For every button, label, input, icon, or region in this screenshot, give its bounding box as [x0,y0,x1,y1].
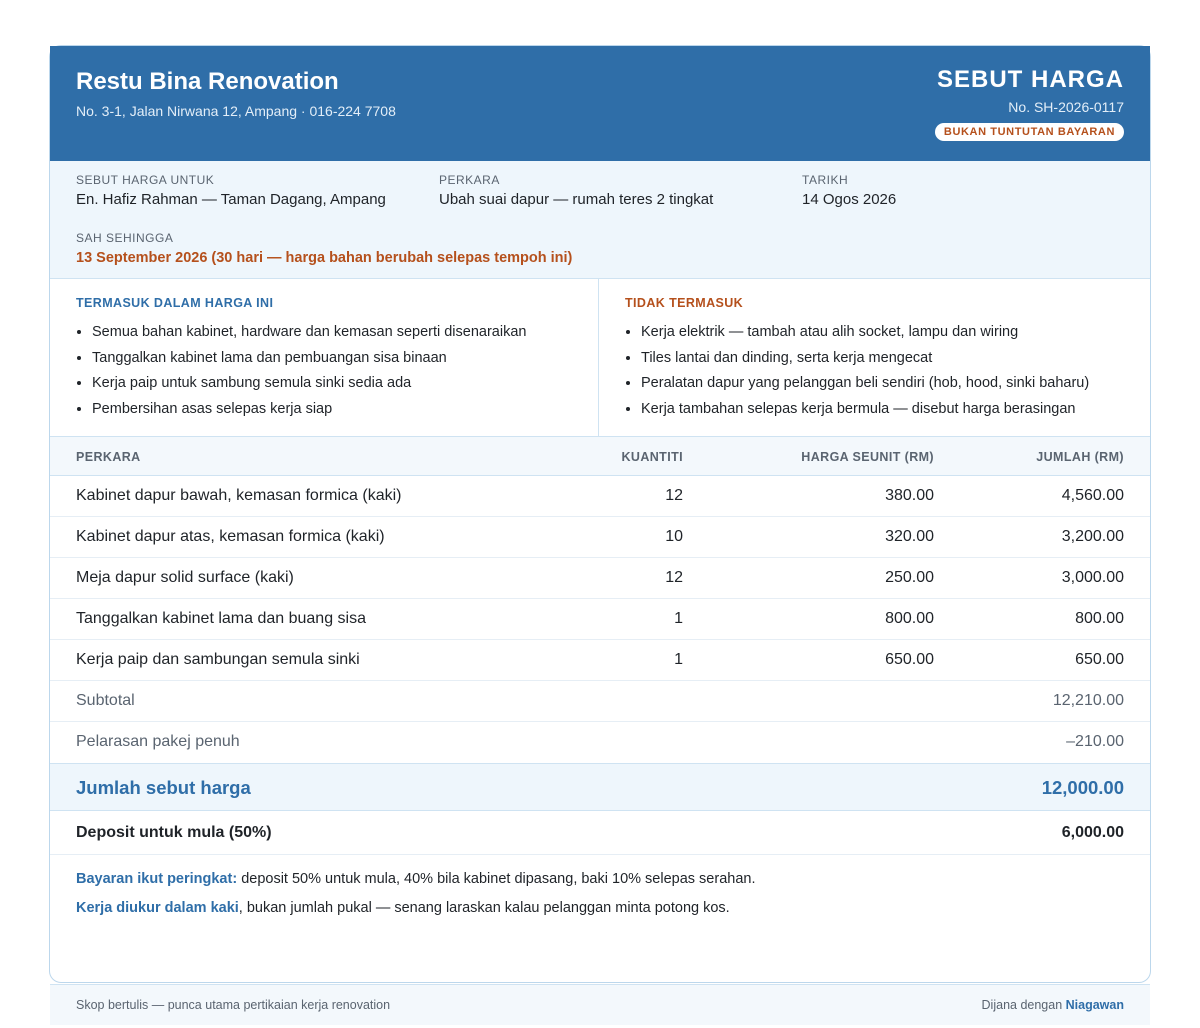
document-header [50,46,1150,161]
client-value: En. Hafiz Rahman — Taman Dagang, Ampang [76,191,386,208]
table-row [50,640,1150,681]
company-name: Restu Bina Renovation [76,68,339,95]
subject-label: PERKARA [439,173,500,187]
excluded-title: TIDAK TERMASUK [625,296,744,310]
list-item: • Semua bahan kabinet, hardware dan kemasan seperti disenaraikan [92,320,526,346]
list-item: • Peralatan dapur yang pelanggan beli sendiri (hob, hood, sinki baharu) [641,371,1089,397]
discount-row [50,722,1150,763]
date-label: TARIKH [802,173,849,187]
valid-until-label: SAH SEHINGGA [76,231,174,245]
header-amount: JUMLAH (RM) [1036,450,1124,464]
footer-credit-prefix: Dijana dengan [981,998,1066,1012]
list-item: • Tiles lantai dan dinding, serta kerja mengecat [641,346,1089,372]
payment-notes [50,855,1150,985]
note-text: deposit 50% untuk mula, 40% bila kabinet dipasang, baki 10% selepas serahan. [237,871,756,887]
list-item: • Kerja elektrik — tambah atau alih socket, lampu dan wiring [641,320,1089,346]
excluded-list [641,320,1089,423]
table-header [50,437,1150,476]
row-item: Kabinet dapur atas, kemasan formica (kaki) [76,528,385,545]
row-amount: 3,000.00 [1061,569,1124,586]
row-amount: 4,560.00 [1061,487,1124,504]
row-item: Kerja paip dan sambungan semula sinki [76,651,360,668]
subtotal-label: Subtotal [76,692,135,709]
row-item: Meja dapur solid surface (kaki) [76,569,294,586]
measurement-note [76,900,730,916]
row-amount: 3,200.00 [1061,528,1124,545]
brand-link[interactable]: Niagawan [1065,998,1124,1012]
payment-terms-note [76,871,755,887]
table-row [50,517,1150,558]
note-emphasis: Bayaran ikut peringkat: [76,871,238,887]
included-column [50,279,599,436]
quote-meta [50,161,1150,279]
list-item: • Kerja paip untuk sambung semula sinki sedia ada [92,371,526,397]
subtotal-row [50,681,1150,722]
scope-section [50,279,1150,437]
deposit-value: 6,000.00 [1061,824,1124,841]
status-badge: BUKAN TUNTUTAN BAYARAN [935,123,1124,141]
list-item: • Pembersihan asas selepas kerja siap [92,397,526,423]
deposit-row [50,811,1150,855]
included-title: TERMASUK DALAM HARGA INI [76,296,274,310]
header-unit-price: HARGA SEUNIT (RM) [801,450,934,464]
included-list [92,320,526,423]
subject-value: Ubah suai dapur — rumah teres 2 tingkat [439,191,714,208]
header-item: PERKARA [76,450,141,464]
footer-note: Skop bertulis — punca utama pertikaian kerja renovation [76,998,391,1012]
total-value: 12,000.00 [1041,777,1124,798]
row-qty: 10 [665,528,683,545]
document-footer [50,985,1150,1025]
note-text: , bukan jumlah pukal — senang laraskan kalau pelanggan minta potong kos. [238,900,730,916]
row-unit-price: 250.00 [885,569,934,586]
row-unit-price: 380.00 [885,487,934,504]
row-unit-price: 800.00 [885,610,934,627]
valid-until-value: 13 September 2026 (30 hari — harga bahan berubah selepas tempoh ini) [76,250,573,266]
list-item: • Tanggalkan kabinet lama dan pembuangan sisa binaan [92,346,526,372]
row-unit-price: 320.00 [885,528,934,545]
excluded-column [599,279,1151,436]
date-value: 14 Ogos 2026 [802,191,897,208]
table-row [50,558,1150,599]
row-amount: 800.00 [1075,610,1124,627]
line-items-table [50,437,1150,855]
row-amount: 650.00 [1075,651,1124,668]
row-qty: 12 [665,487,683,504]
document-number: No. SH-2026-0117 [1008,99,1124,115]
deposit-label: Deposit untuk mula (50%) [76,824,272,841]
quotation-document [49,45,1151,1012]
company-address: No. 3-1, Jalan Nirwana 12, Ampang · 016-224 7708 [76,103,396,119]
total-label: Jumlah sebut harga [76,777,251,798]
discount-value: –210.00 [1066,733,1124,750]
row-item: Kabinet dapur bawah, kemasan formica (kaki) [76,487,402,504]
total-row [50,763,1150,811]
header-qty: KUANTITI [621,450,683,464]
row-qty: 1 [674,651,683,668]
footer-credit [982,998,1124,1012]
subtotal-value: 12,210.00 [1052,692,1124,709]
row-unit-price: 650.00 [885,651,934,668]
document-type: SEBUT HARGA [936,66,1124,93]
client-label: SEBUT HARGA UNTUK [76,173,215,187]
row-qty: 1 [674,610,683,627]
row-qty: 12 [665,569,683,586]
row-item: Tanggalkan kabinet lama dan buang sisa [76,610,366,627]
list-item: • Kerja tambahan selepas kerja bermula — disebut harga berasingan [641,397,1089,423]
table-row [50,599,1150,640]
table-row [50,476,1150,517]
discount-label: Pelarasan pakej penuh [76,733,240,750]
note-emphasis: Kerja diukur dalam kaki [76,900,239,916]
